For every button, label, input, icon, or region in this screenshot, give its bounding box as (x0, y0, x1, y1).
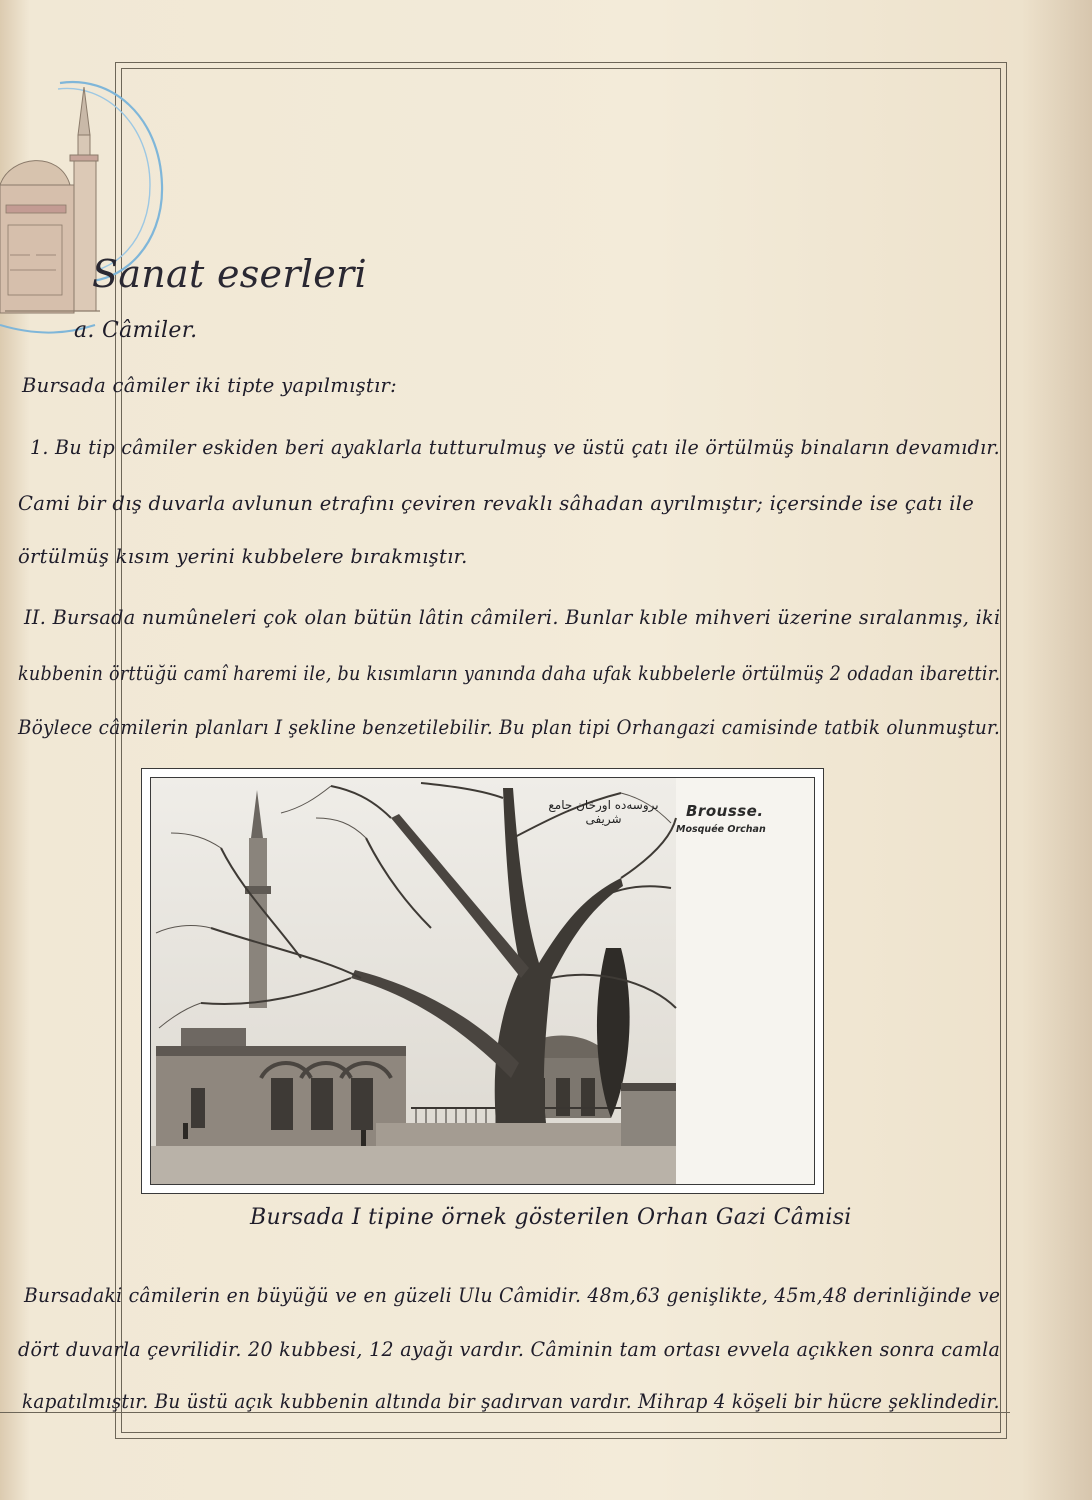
paragraph-line: Böylece câmilerin planları I şekline benzetilebilir. Bu plan tipi Orhangazi camisinde tatbik olunmuştur. (18, 716, 1001, 739)
postcard-subtitle: Mosquée Orchan (676, 824, 766, 835)
page-edge-shadow (1022, 0, 1092, 1500)
paragraph-line: kapatılmıştır. Bu üstü açık kubbenin altında bir şadırvan vardır. Mihrap 4 köşeli bir hücre şeklindedir. (22, 1390, 1000, 1413)
mosque-sketch (0, 75, 175, 340)
postcard-photo (141, 768, 824, 1194)
paragraph-line: örtülmüş kısım yerini kubbelere bırakmıştır. (18, 545, 468, 568)
paragraph-line: 1. Bu tip câmiler eskiden beri ayaklarla tutturulmuş ve üstü çatı ile örtülmüş binaların devamıdır. (30, 436, 1001, 459)
paragraph-line: II. Bursada numûneleri çok olan bütün lâtin câmileri. Bunlar kıble mihveri üzerine sıralanmış, iki (24, 606, 1001, 629)
paragraph-line: Bursadaki câmilerin en büyüğü ve en güzeli Ulu Câmidir. 48m,63 genişlikte, 45m,48 derinliğinde ve (24, 1284, 1001, 1307)
ottoman-caption: بروسه‌ده اورخان جامع شریفی (548, 798, 659, 826)
paragraph-line: Cami bir dış duvarla avlunun etrafını çeviren revaklı sâhadan ayrılmıştır; içersinde ise çatı ile (18, 492, 975, 515)
postcard-label (676, 802, 766, 835)
paragraph-line: kubbenin örttüğü camî haremi ile, bu kısımların yanında daha ufak kubbelerle örtülmüş 2 odadan ibarettir. (18, 662, 1001, 685)
photo-caption: Bursada I tipine örnek gösterilen Orhan Gazi Câmisi (250, 1205, 852, 1230)
page-heading: Sanat eserleri (92, 252, 367, 296)
paragraph-line: Bursada câmiler iki tipte yapılmıştır: (22, 374, 398, 397)
mosque-photo-image (151, 778, 814, 1184)
postcard-title: Brousse. (686, 802, 764, 820)
paragraph-line: dört duvarla çevrilidir. 20 kubbesi, 12 ayağı vardır. Câminin tam ortası evvela açıkken sonra camla (18, 1338, 1001, 1361)
postcard-inner (150, 777, 815, 1185)
section-subheading: a. Câmiler. (74, 318, 198, 343)
